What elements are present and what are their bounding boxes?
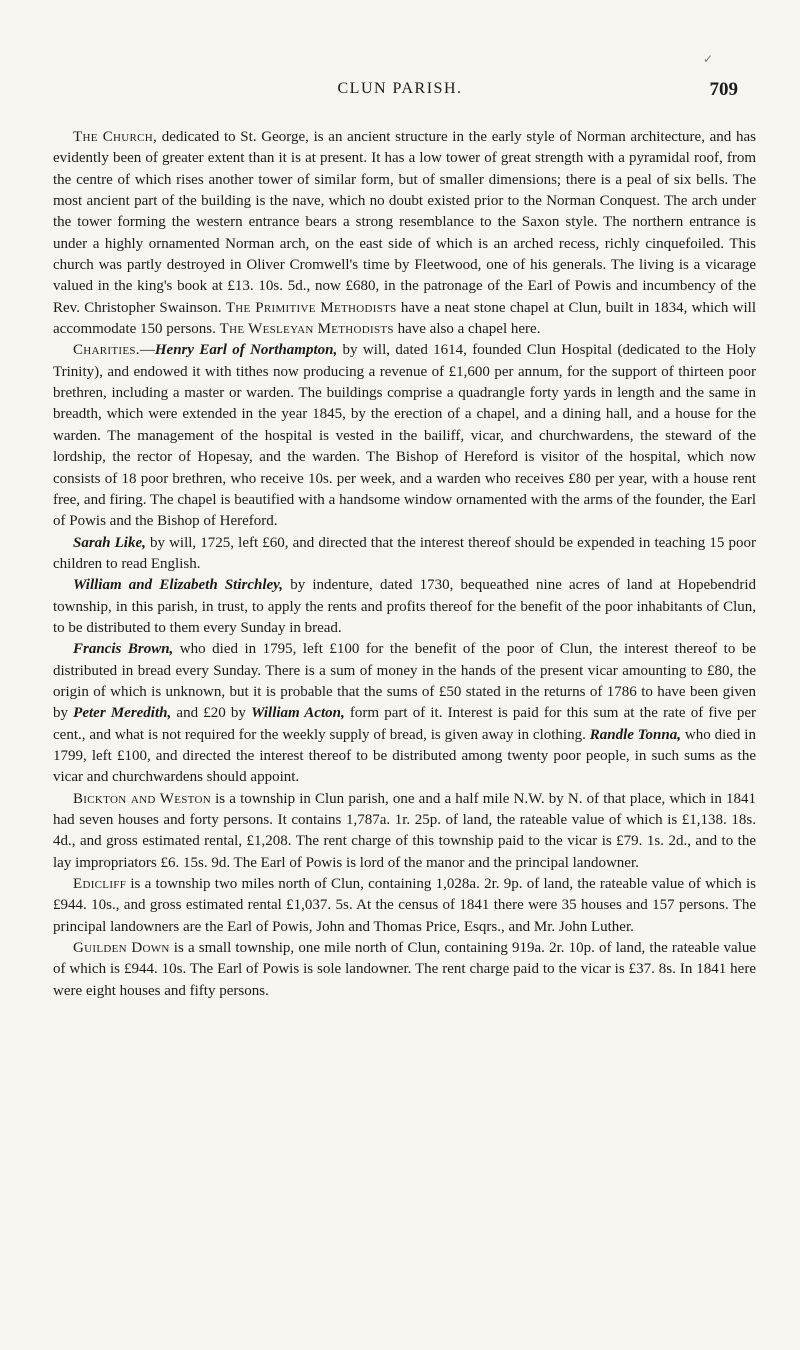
lead-primitive-methodists: The Primitive Methodists [225, 299, 397, 316]
text-brown-2: and £20 by [171, 705, 252, 722]
name-francis-brown: Francis Brown, [73, 641, 174, 658]
text-brown-1: who died in 1795, left £100 for the benefit of the poor of Clun, the interest thereof to be distributed in bread every Sunday. There is a sum of money in the hands of the present vicar amounting to £80, the origin of which is unknown, but it is probable that the sums of £50 stated in the returns of 1786 to have been given by [53, 641, 756, 722]
paragraph-brown [53, 639, 756, 788]
text-bickton: is a township in Clun parish, one and a half mile N.W. by N. of that place, which in 1841 had seven houses and forty persons. It contains 1,787a. 1r. 25p. of land, the rateable value of which is £1,138. 18s. 4d., and gross estimated rental, £1,208. The rent charge of this township paid to the vicar is £79. 1s. 2d., and to the lay impropriators £6. 15s. 9d. The Earl of Powis is lord of the manor and the principal landowner. [53, 790, 756, 871]
text-guilden: is a small township, one mile north of Clun, containing 919a. 2r. 10p. of land, the rateable value of which is £944. 10s. The Earl of Powis is sole landowner. The rent charge paid to the vicar is £37. 8s. In 1841 here were eight houses and fifty persons. [53, 940, 757, 999]
paragraph-edicliff [53, 874, 756, 938]
text-stirchley: by indenture, dated 1730, bequeathed nine acres of land at Hopebendrid township, in this parish, in trust, to apply the rents and profits thereof for the benefit of the poor inhabitants of Clun, to be distributed to them every Sunday in bread. [53, 577, 756, 636]
dash: — [139, 342, 155, 359]
name-william-acton: William Acton, [251, 705, 345, 722]
text-edicliff: is a township two miles north of Clun, containing 1,028a. 2r. 9p. of land, the rateable value of which is £944. 10s., and gross estimated rental £1,037. 5s. At the census of 1841 there were 35 houses and 157 persons. The principal landowners are the Earl of Powis, John and Thomas Price, Esqrs., and Mr. John Luther. [53, 876, 756, 935]
page-header [0, 80, 800, 110]
text-wesleyan-methodists: have also a chapel here. [393, 321, 541, 338]
lead-wesleyan-methodists: The Wesleyan Methodists [219, 321, 394, 338]
text-like: by will, 1725, left £60, and directed that the interest thereof should be expended in teaching 15 poor children to read English. [53, 534, 756, 572]
paragraph-charities [53, 340, 756, 532]
text-charities: by will, dated 1614, founded Clun Hospital (dedicated to the Holy Trinity), and endowed it with tithes now producing a revenue of £1,600 per annum, for the support of thirteen poor brethren, including a master or warden. The buildings comprise a quadrangle forty yards in length and the same in breadth, which were extended in the year 1845, by the erection of a chapel, and a dining hall, and a house for the warden. The management of the hospital is vested in the bailiff, vicar, and churchwardens, the steward of the lordship, the rector of Hopesay, and the warden. The Bishop of Hereford is visitor of the hospital, which now consists of 18 poor brethren, who receive 10s. per week, and a warden who receives £80 per year, with a house rent free, and firing. The chapel is beautified with a handsome window ornamented with the arms of the founder, the Earl of Powis and the Bishop of Hereford. [53, 342, 756, 530]
name-randle-tonna: Randle Tonna, [589, 726, 681, 743]
lead-church: The Church, [73, 129, 158, 145]
name-stirchley: William and Elizabeth Stirchley, [73, 577, 284, 594]
paragraph-bickton [53, 789, 756, 874]
lead-guilden: Guilden Down [73, 940, 170, 957]
paragraph-stirchley [53, 575, 756, 639]
lead-charities: Charities. [73, 342, 140, 359]
lead-edicliff: Edicliff [73, 876, 127, 893]
text-primitive-methodists: have a neat stone chapel at Clun, built in 1834, which will accommodate 150 persons. [53, 299, 756, 338]
paragraph-like [53, 533, 756, 576]
pencil-mark: ✓ [703, 52, 714, 66]
body-text [53, 127, 756, 1002]
lead-bickton: Bickton and Weston [73, 790, 211, 807]
paragraph-church [53, 127, 756, 340]
running-title: CLUN PARISH. [337, 80, 463, 97]
text-brown-3: form part of it. Interest is paid for this sum at the rate of five per cent., and what is not required for the weekly supply of bread, is given away in clothing. [53, 705, 757, 743]
page-number: 709 [709, 79, 738, 100]
name-peter-meredith: Peter Meredith, [73, 705, 172, 722]
paragraph-guilden [53, 938, 756, 1002]
text-brown-4: who died in 1799, left £100, and directed the interest thereof to be distributed among twenty poor people, in such sums as the vicar and churchwardens should appoint. [53, 726, 756, 786]
name-henry: Henry Earl of Northampton, [154, 342, 338, 359]
name-sarah-like: Sarah Like, [73, 534, 146, 551]
text-church: dedicated to St. George, is an ancient structure in the early style of Norman architecture, and has evidently been of greater extent than it is at present. It has a low tower of great strength with a pyramidal roof, from the centre of which rises another tower of similar form, but of smaller dimensions; there is a peal of six bells. The most ancient part of the building is the nave, which no doubt existed prior to the Norman Conquest. The arch under the tower forming the western entrance bears a strong resemblance to the Saxon style. The northern entrance is under a highly ornamented Norman arch, on the east side of which is an arched recess, richly cinquefoiled. This church was partly destroyed in Oliver Cromwell's time by Fleetwood, one of his generals. The living is a vicarage valued in the king's book at £13. 10s. 5d., now £680, in the patronage of the Earl of Powis and incumbency of the Rev. Christopher Swainson. [53, 129, 756, 316]
